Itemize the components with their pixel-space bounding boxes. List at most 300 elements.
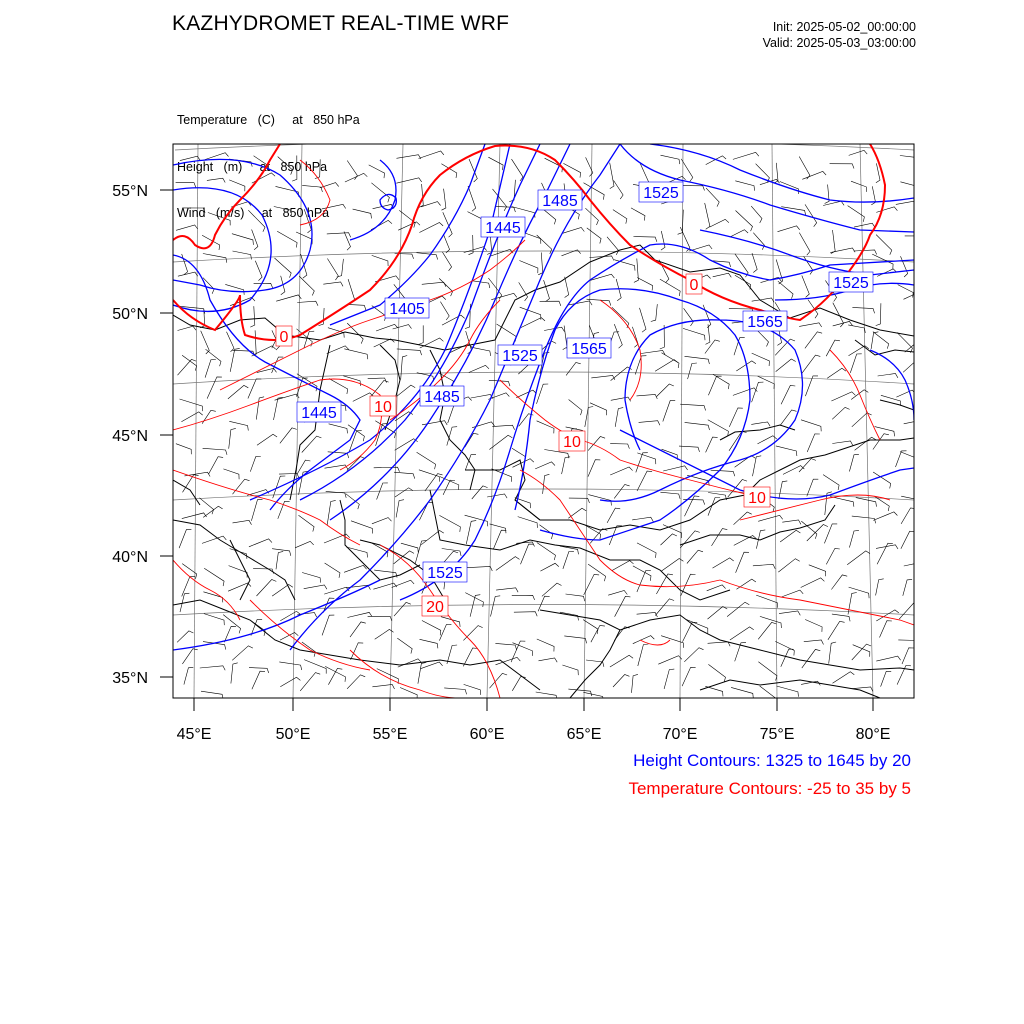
wind-barb [302,436,322,452]
wind-barb [637,278,652,291]
wind-barb [637,453,656,464]
wind-barb [202,536,226,543]
wind-barb [540,563,558,571]
wind-barb [542,583,562,596]
wind-barb [799,233,810,256]
lon-label: 60°E [469,726,505,743]
svg-text:1485: 1485 [542,193,578,210]
wind-barb [209,457,224,474]
wind-barb [705,340,720,354]
height-label [297,402,341,422]
wind-barb [756,595,777,608]
wind-barb [471,394,493,398]
wind-barb [632,327,638,348]
wind-barb [901,496,921,505]
wind-barb [663,400,675,421]
wind-barb [280,428,297,443]
wind-barb [853,645,870,657]
wind-barb [901,508,915,524]
wind-barb [637,613,658,618]
height-label [567,338,611,358]
longitude-labels [177,726,891,743]
wind-barb [730,230,748,237]
wind-barb [757,330,769,346]
wind-barb [591,625,605,642]
wind-barb [203,278,214,294]
wind-barb [376,324,398,331]
lon-label: 50°E [275,726,311,743]
wind-barb [733,388,757,396]
wind-barb [661,231,665,250]
wind-barb [710,219,729,227]
wind-barb [876,235,892,255]
wind-barb [543,474,550,494]
wind-barb [876,656,900,661]
wind-barb [873,512,897,521]
wind-barb [850,354,861,373]
wind-barb [633,237,657,242]
wind-barb [182,513,207,519]
wind-barb [563,228,585,234]
svg-text:1485: 1485 [424,389,460,406]
wind-barb [611,397,631,401]
wind-barb [753,564,775,569]
wind-barb [425,474,443,492]
wind-barb [682,667,696,686]
wind-barb [802,649,821,668]
wind-barb [607,237,619,255]
wind-barb [775,641,794,655]
svg-text:1445: 1445 [485,220,521,237]
wind-barb [614,181,624,200]
wind-barb [249,539,272,547]
wind-barb [899,603,918,619]
wind-barb [685,356,710,364]
wind-barb [568,301,592,305]
wind-barb [661,559,683,572]
wind-barb [372,685,394,690]
wind-barb [275,258,292,278]
wind-barb [612,561,634,571]
wind-barb [591,375,615,379]
wind-barb [758,662,777,681]
wind-barb [397,349,422,355]
lat-label: 40°N [112,549,148,566]
height-label [829,272,873,292]
wind-barb [751,422,770,426]
wind-barb [204,568,224,586]
wind-barb [663,525,682,538]
wind-barb [297,301,318,306]
wind-barb [876,579,884,596]
wind-barb [685,496,700,516]
wind-barb [278,501,290,519]
wind-barb [735,181,754,191]
wind-barb [731,687,753,698]
wind-barb [904,289,929,299]
svg-text:10: 10 [748,490,766,507]
wind-barb [225,284,244,294]
height-contour-labels [297,182,873,582]
wind-barb [329,424,348,434]
wind-barb [901,256,908,277]
wind-barb [569,498,590,503]
wind-barb [304,660,326,674]
wind-barb [513,459,534,468]
wind-barb [322,204,346,209]
wind-barb [392,580,415,587]
wind-barb [468,186,476,211]
wind-barb [651,304,658,321]
lat-label: 55°N [112,183,148,200]
wind-barb [830,497,854,507]
wind-barb [178,359,197,375]
wind-barb [658,656,682,665]
wind-barb [176,225,198,230]
wind-barb [679,446,700,452]
temperature-legend: Temperature Contours: -25 to 35 by 5 [628,779,911,798]
wind-barb [396,178,421,183]
wind-barb [543,209,556,224]
wind-barb [849,454,859,471]
wind-barb [824,524,837,544]
wind-barb [276,295,301,301]
wind-barb [708,664,725,682]
wind-barb [613,210,627,224]
wind-barb [229,428,236,448]
temp-label [686,274,702,294]
wind-barb [758,515,783,521]
wind-barb [223,469,239,479]
wind-barb [497,324,517,341]
wind-barb [496,657,521,665]
wind-barb [633,566,651,581]
wind-barb [778,226,800,232]
lon-label: 80°E [855,726,891,743]
wind-barb [353,209,372,218]
wind-barb [544,280,550,302]
wind-barb [637,571,651,593]
wind-barb [518,517,538,528]
wind-barb [512,159,524,181]
wind-barb [708,376,721,395]
wind-barb [712,529,728,546]
wind-barb [876,207,897,213]
country-borders [173,245,914,698]
wind-barb [563,551,574,569]
wind-barb [638,644,649,666]
wind-barb [252,671,265,689]
wind-barb [422,282,446,287]
wind-barb [831,575,847,590]
wind-barb [229,566,248,578]
wind-barb [233,520,252,524]
wind-barb [832,614,850,621]
wind-barb [900,452,918,464]
wind-barb [469,365,489,372]
wind-barb [903,359,922,372]
svg-text:0: 0 [279,329,289,346]
wind-barb [395,439,418,451]
wind-barb [421,202,441,207]
wind-barb [304,585,327,589]
wind-barb [417,452,436,469]
wind-barb [847,551,870,565]
wind-barb [296,232,312,244]
wind-barb [439,515,460,532]
wind-barb [491,596,501,617]
wind-barb [421,531,444,545]
wind-barb [713,273,732,277]
wind-barb [779,611,800,615]
wind-barb [223,615,240,634]
wind-barb [614,485,629,499]
wind-barb [802,355,821,374]
wind-barb [616,279,621,301]
wind-barb [708,642,731,647]
wind-barb [465,455,476,471]
wind-barb [203,254,227,263]
wind-barb [713,558,734,568]
wind-barb [799,323,822,327]
wind-barb [827,368,846,378]
wind-barb [903,579,912,595]
field-temperature: Temperature (C) at 850 hPa [177,113,360,127]
wind-barb [562,665,578,675]
map-frame [173,144,914,698]
wind-barb [463,626,482,641]
temp-label [744,487,770,507]
wind-barb [705,203,710,229]
svg-text:1565: 1565 [571,341,607,358]
wind-barb [344,565,367,572]
wind-barb [472,486,488,499]
wind-barb [778,281,793,299]
wind-barb [657,384,674,397]
wind-barb [328,669,342,685]
wind-barb [324,587,349,594]
wind-barb [489,380,510,386]
wind-barb [200,666,225,671]
wind-barb [730,627,754,640]
wind-barb [292,156,297,182]
wind-barb [182,208,205,213]
wind-barb [566,363,581,376]
wind-barb [512,595,535,600]
svg-text:1565: 1565 [747,314,783,331]
wind-barb [397,638,412,654]
wind-barb [232,234,254,245]
wind-barb [179,530,191,549]
wind-barb [325,465,348,469]
wind-barb [663,466,687,471]
wind-barb [539,658,558,662]
wind-barb [277,231,297,247]
wind-barb [396,500,404,518]
wind-barb [250,306,255,327]
wind-barb [537,421,554,434]
wind-barb [660,279,680,296]
wind-barb [440,477,459,490]
wind-barb [444,688,466,694]
wind-barb [519,261,538,274]
wind-barb [439,625,451,641]
wind-barb [804,640,824,645]
wind-barb [779,481,788,499]
valid-time: Valid: 2025-05-03_03:00:00 [762,36,916,50]
wind-barb [492,425,514,430]
wind-barb [799,459,816,472]
wind-barb [585,407,593,427]
wind-barb [590,529,607,544]
wind-barb [637,471,652,491]
temp-label [370,396,396,416]
wind-barb [300,673,320,691]
wind-barb [684,308,694,326]
wind-barb [496,588,518,592]
wind-barb [680,404,705,410]
wind-barb [807,479,819,496]
lon-label: 70°E [662,726,698,743]
wind-barb [207,178,225,182]
wind-barb [901,531,915,549]
wind-barb [350,622,366,637]
map-title: KAZHYDROMET REAL-TIME WRF [172,12,510,35]
wind-barb [589,256,613,261]
wind-barb [178,326,197,330]
wind-barb [207,377,222,399]
wind-barb [687,550,703,563]
wind-barb [751,206,762,223]
wind-barb [707,585,726,591]
wind-barb [204,614,224,626]
wind-barb [521,544,534,564]
wind-barb [347,304,366,310]
wind-barb [610,444,629,449]
svg-text:1525: 1525 [643,185,679,202]
wind-barb [540,301,561,306]
wind-barb [180,399,203,411]
wind-barb [614,324,622,348]
wind-barb [873,434,889,450]
wind-barb [664,669,674,689]
svg-text:1525: 1525 [427,565,463,582]
temperature-contours [173,144,914,698]
wind-barb [873,332,889,349]
wind-barb [368,616,392,621]
wind-barb [809,565,826,577]
wind-barb [513,643,533,656]
wind-barb [274,397,283,420]
wind-barb [776,260,783,285]
wind-barb [802,276,810,298]
wind-barb [257,434,277,445]
wind-barb [495,643,516,650]
wind-barb [733,152,759,159]
wind-barb [828,621,845,640]
wind-barb [232,646,253,661]
wind-barb [871,332,878,349]
wind-barb [471,347,491,356]
wind-barb [661,155,680,164]
wind-barb [371,381,388,397]
wind-barb [373,583,396,589]
wind-barb [351,643,364,660]
wind-barb [735,456,756,468]
wind-barb [583,524,600,539]
svg-text:10: 10 [374,399,392,416]
wind-barb [176,444,191,455]
wind-barb [752,353,770,366]
wind-barb [608,591,627,596]
wind-barb [734,536,757,546]
wind-barb [372,518,392,524]
wind-barb [802,171,826,179]
wind-barb [251,499,262,521]
wind-barb [250,457,260,472]
wind-barb [641,350,665,354]
wind-barb [442,252,451,271]
wind-barb [279,662,301,670]
wind-barb [661,534,677,545]
wind-barb [640,308,647,332]
svg-text:10: 10 [563,434,581,451]
wind-barb [729,408,743,427]
wind-barb [276,551,283,569]
wind-barb [825,185,830,204]
wind-barb [252,330,257,356]
wind-barb [184,667,193,684]
svg-text:20: 20 [426,599,444,616]
wind-barb [706,437,718,452]
wind-barb [418,662,426,683]
wind-barb [183,475,199,493]
wind-barb [346,547,367,558]
lat-label: 45°N [112,428,148,445]
wind-barb [829,642,836,664]
wind-barb [535,462,555,469]
wind-barb [347,612,372,617]
wind-barb [685,422,710,430]
wind-barb [302,185,322,192]
wind-barb [182,254,188,275]
temp-label [276,326,292,346]
wind-barb [703,305,711,328]
wind-barb [878,374,898,378]
wind-barb [182,355,197,370]
init-time: Init: 2025-05-02_00:00:00 [772,20,916,34]
wind-barb [176,183,196,188]
svg-text:0: 0 [689,277,699,294]
wind-barb [397,155,421,159]
lon-label: 55°E [372,726,408,743]
wind-barb [467,566,493,571]
wind-barb [487,494,507,498]
axis-ticks [160,190,873,711]
wind-barb [756,164,770,183]
wind-barb [419,325,424,344]
wind-barb [469,159,477,182]
wind-barb [401,543,418,553]
height-label [385,298,429,318]
wind-barb [565,277,569,298]
wind-barb [278,157,293,175]
wind-barb [801,578,825,588]
wind-barb [299,276,314,295]
wind-barb [823,475,839,490]
wind-barb [280,677,300,687]
wind-barb [302,573,321,583]
